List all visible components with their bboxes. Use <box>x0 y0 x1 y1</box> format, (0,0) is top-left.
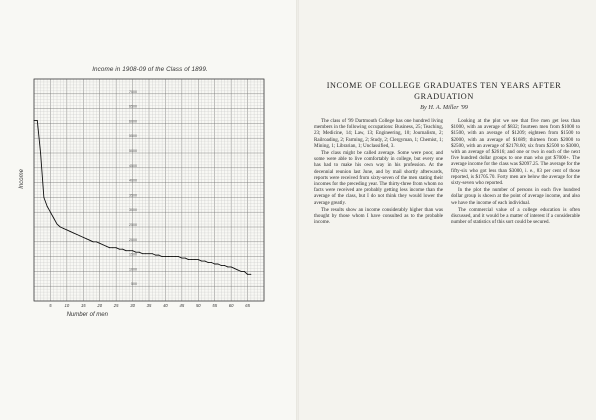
income-data-point <box>198 259 199 260</box>
income-data-point <box>60 227 61 228</box>
income-data-point <box>139 252 140 253</box>
income-data-point <box>63 228 64 229</box>
income-data-point <box>103 244 104 245</box>
income-data-point <box>73 232 74 233</box>
y-tick-label: 3000 <box>129 208 137 213</box>
income-data-point <box>83 237 84 238</box>
x-tick-label: 45 <box>179 303 185 308</box>
x-tick-label: 5 <box>49 303 52 308</box>
x-tick-label: 30 <box>130 303 135 308</box>
income-data-point <box>208 262 209 263</box>
income-data-point <box>234 268 235 269</box>
income-data-point <box>191 259 192 260</box>
income-data-point <box>76 234 77 235</box>
income-data-point <box>47 206 48 207</box>
y-tick-label: 3500 <box>129 193 137 198</box>
income-data-point <box>66 230 67 231</box>
income-data-point <box>93 241 94 242</box>
article-byline: By H. A. Miller '99 <box>420 104 468 111</box>
income-data-point <box>96 241 97 242</box>
income-data-point <box>132 250 133 251</box>
y-tick-label: 5000 <box>129 149 137 153</box>
income-data-point <box>165 256 166 257</box>
x-tick-label: 35 <box>146 303 152 308</box>
income-data-point <box>40 153 41 154</box>
income-data-point <box>57 224 58 225</box>
article-paragraph: The class of '99 Dartmouth College has one hundred living members in the following occupations: Business, 25; Teaching, 23; Medicine, 14; Law, 13; Engineering, 10; Journalism, 2; Railroading, 2; Farming, 2; Study, 2; Clergyman, 1; Chemist, 1; Mining, 1; Librarian, 1; Unclassified, 3. <box>314 118 443 149</box>
income-data-point <box>99 243 100 244</box>
income-data-point <box>211 262 212 263</box>
income-data-point <box>152 253 153 254</box>
income-data-point <box>109 247 110 248</box>
income-data-point <box>50 212 51 213</box>
income-data-point <box>129 250 130 251</box>
x-tick-label: 65 <box>245 303 250 308</box>
income-data-point <box>175 256 176 257</box>
income-data-point <box>172 256 173 257</box>
income-data-point <box>122 249 123 250</box>
income-data-point <box>37 120 38 121</box>
x-axis-label: Number of men <box>66 312 108 318</box>
article-column-right <box>451 118 580 226</box>
income-data-point <box>188 259 189 260</box>
income-data-point <box>70 231 71 232</box>
x-tick-label: 40 <box>163 303 168 308</box>
income-data-point <box>244 271 245 272</box>
income-data-point <box>106 246 107 247</box>
income-data-point <box>86 238 87 239</box>
income-data-point <box>116 247 117 248</box>
income-data-point <box>126 250 127 251</box>
y-axis-label: Income <box>19 169 25 189</box>
income-data-point <box>142 253 143 254</box>
x-tick-label: 25 <box>113 303 119 308</box>
income-data-point <box>224 265 225 266</box>
income-data-point <box>178 256 179 257</box>
income-data-point <box>250 274 251 275</box>
income-data-point <box>201 261 202 262</box>
income-data-point <box>89 240 90 241</box>
article-paragraph: Looking at the plot we see that five men get less than $1000, with an average of $832; fourteen men from $1000 to $1500, with an average of $1209; eighteen from $1500 to $2000, with an average of $1689; thirteen from $2000 to $2500, with an average of $2178.60; six from $2500 to $3000, with an average of $2616; and one or two in each of the next five hundred dollar groups to one man who got $7000+. The average income for the class was $2097.25. The average for the fifty-six who got less than $3000, i. e., 83 per cent of those reported, is $1705.70. Forty men are below the average for the sixty-seven who reported. <box>451 118 580 187</box>
x-tick-label: 60 <box>228 303 234 308</box>
chart-title: Income in 1908-09 of the Class of 1899. <box>92 66 208 73</box>
income-data-point <box>241 271 242 272</box>
article-title: INCOME OF COLLEGE GRADUATES TEN YEARS AFTER GRADUATION <box>326 81 562 101</box>
income-data-point <box>162 256 163 257</box>
article-paragraph: The class might be called average. Some were poor, and some were able to live comfortably in college, but every one has had to make his own way in his profession. At the decennial reunion last June, and by mail shortly afterwards, reports were received from sixty-seven of the men stating their incomes for the preceding year. The thirty-three from whom no facts were received are probably getting less income than the average of the class, but I do not think they would lower the average greatly. <box>314 150 443 206</box>
income-data-point <box>145 253 146 254</box>
income-data-point <box>34 120 35 121</box>
income-data-point <box>53 218 54 219</box>
y-tick-label: 1500 <box>129 252 137 257</box>
y-tick-label: 6500 <box>129 104 137 109</box>
y-tick-label: 7000 <box>129 89 137 94</box>
y-tick-label: 5500 <box>129 134 137 139</box>
income-data-point <box>158 255 159 256</box>
income-data-point <box>231 267 232 268</box>
income-data-point <box>112 247 113 248</box>
article-paragraph: The results show an income considerably higher than was thought by those whom I have consulted as to the probable income. <box>314 206 443 226</box>
income-data-point <box>237 269 238 270</box>
income-data-point <box>119 249 120 250</box>
income-data-point <box>43 197 44 198</box>
x-tick-label: 55 <box>212 303 218 308</box>
income-data-point <box>221 265 222 266</box>
x-tick-label: 50 <box>195 303 201 308</box>
y-tick-label: 2000 <box>129 237 137 242</box>
income-data-point <box>204 261 205 262</box>
y-tick-label: 4500 <box>129 163 137 168</box>
y-tick-label: 6000 <box>129 119 137 124</box>
x-tick-label: 15 <box>80 303 86 308</box>
income-data-point <box>181 258 182 259</box>
income-data-point <box>195 259 196 260</box>
income-data-point <box>135 252 136 253</box>
article-column-left <box>314 118 443 226</box>
article-paragraph: In the plot the number of persons in each five hundred dollar group is shown at the point of average income, and also we have the income of each individual. <box>451 187 580 206</box>
y-tick-label: 2500 <box>129 223 137 227</box>
income-data-point <box>168 256 169 257</box>
x-tick-label: 20 <box>97 303 103 308</box>
income-data-point <box>227 267 228 268</box>
income-data-point <box>80 235 81 236</box>
y-tick-label: 500 <box>131 282 137 287</box>
income-data-point <box>247 274 248 275</box>
y-tick-label: 1000 <box>129 267 137 272</box>
income-data-point <box>149 253 150 254</box>
x-tick-label: 10 <box>64 303 70 308</box>
income-data-point <box>218 264 219 265</box>
article-paragraph: The commercial value of a college education is often discussed, and it would be a matter of interest if a considerable number of statistics of this sort could be secured. <box>451 206 580 226</box>
income-data-point <box>185 258 186 259</box>
y-tick-label: 4000 <box>129 178 137 183</box>
income-data-point <box>155 255 156 256</box>
income-data-point <box>214 264 215 265</box>
